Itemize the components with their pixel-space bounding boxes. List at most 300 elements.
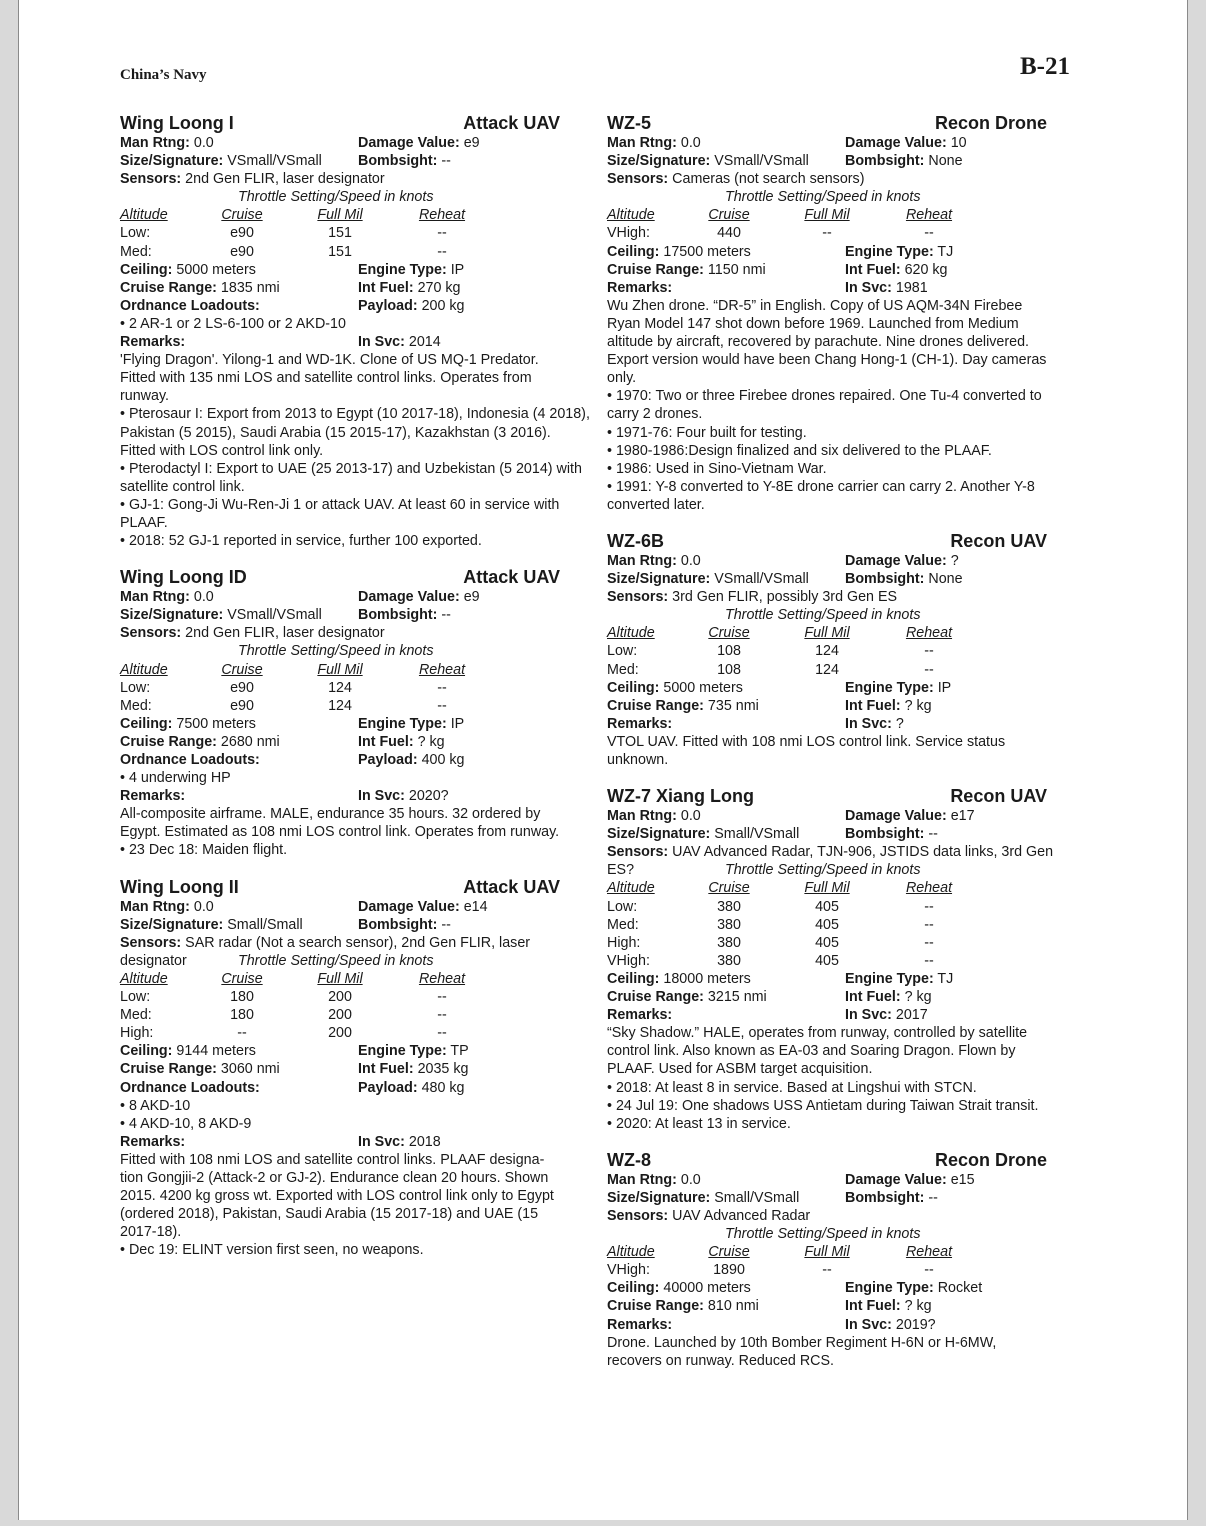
remark-bullet: • 1980-1986:Design finalized and six delivered to the PLAAF. xyxy=(607,442,992,459)
man-rating-label: Man Rtng: xyxy=(607,552,677,569)
man-rating-value: 0.0 xyxy=(193,135,214,151)
spec-line xyxy=(120,898,590,916)
internal-fuel-label: Int Fuel: xyxy=(845,989,901,1006)
ordnance-line xyxy=(120,297,590,315)
remark-bullet: • Dec 19: ELINT version first seen, no weapons. xyxy=(120,1242,424,1259)
throttle-caption: Throttle Setting/Speed in knots xyxy=(238,952,434,969)
speed-header-reheat: Reheat xyxy=(418,970,466,987)
speed-table-row xyxy=(120,988,590,1006)
aircraft-role: Recon UAV xyxy=(950,786,1047,807)
engine-type xyxy=(845,970,953,988)
engine-type xyxy=(358,261,464,279)
damage-value-label: Damage Value: xyxy=(358,135,460,151)
speed-table-row xyxy=(607,1261,1077,1279)
speed-header-reheat: Reheat xyxy=(905,625,953,642)
remark-bullet: • 1986: Used in Sino-Vietnam War. xyxy=(607,460,827,477)
cruise-range-label: Cruise Range: xyxy=(120,733,217,750)
ceiling-label: Ceiling: xyxy=(120,715,173,732)
size-signature-label: Size/Signature: xyxy=(607,826,711,843)
speed-cell: 380 xyxy=(717,898,741,915)
loadout-item: • 4 underwing HP xyxy=(120,770,231,787)
bombsight-label: Bombsight: xyxy=(845,826,925,843)
speed-cell: e90 xyxy=(230,243,254,260)
internal-fuel-label: Int Fuel: xyxy=(845,1298,901,1315)
remarks-line xyxy=(120,1133,590,1151)
speed-cell: 180 xyxy=(230,1007,254,1024)
in-service xyxy=(845,279,928,297)
speed-cell: Low: xyxy=(120,679,151,696)
aircraft-entry xyxy=(607,112,1077,514)
payload-value: 200 kg xyxy=(421,297,465,314)
speed-header-cruise: Cruise xyxy=(708,625,750,642)
size-signature xyxy=(120,607,322,623)
in-service-value: 2014 xyxy=(408,334,441,351)
sensors-label: Sensors: xyxy=(120,171,182,188)
in-service-label: In Svc: xyxy=(845,279,892,296)
speed-cell: Med: xyxy=(120,697,152,714)
engine-type-value: TJ xyxy=(937,970,954,987)
remarks-line xyxy=(607,1006,1077,1024)
size-signature xyxy=(607,153,809,169)
engine-type-value: IP xyxy=(450,715,465,732)
damage-value-label: Damage Value: xyxy=(845,552,947,569)
damage-value xyxy=(845,1171,975,1189)
speed-table-row xyxy=(120,1024,590,1042)
speed-cell: 405 xyxy=(815,898,839,915)
speed-cell: Med: xyxy=(120,243,152,260)
spec-line xyxy=(607,570,1077,588)
throttle-caption: Throttle Setting/Speed in knots xyxy=(725,607,921,624)
man-rating-value: 0.0 xyxy=(680,135,701,151)
payload-label: Payload: xyxy=(358,752,418,768)
remarks-label: Remarks: xyxy=(120,1133,186,1150)
speed-header-altitude: Altitude xyxy=(120,661,168,678)
man-rating-value: 0.0 xyxy=(680,808,701,825)
internal-fuel xyxy=(358,279,461,297)
bombsight-label: Bombsight: xyxy=(358,153,438,170)
throttle-caption: Throttle Setting/Speed in knots xyxy=(725,862,921,879)
speed-table-header xyxy=(120,970,590,988)
cruise-range-value: 1835 nmi xyxy=(220,279,280,296)
remarks-text: Fitted with 108 nmi LOS and satellite control links. PLAAF designa- tion Gongjii-2 (Attack-2 or GJ-2). Endurance clean 20 hours. Shown 2015. 4200 kg gross wt. Exported with LOS control link only to Egypt (ordered 2018), Pakistan, Saudi Arabia (15 2017-18) and UAE (15 2017-18). xyxy=(120,1151,554,1241)
internal-fuel-value: 270 kg xyxy=(417,279,461,296)
internal-fuel xyxy=(845,261,948,279)
viewer-frame-left xyxy=(0,0,18,1526)
ordnance-label: Ordnance Loadouts: xyxy=(120,1079,260,1096)
speed-cell: 108 xyxy=(717,661,741,678)
size-signature-value: Small/VSmall xyxy=(714,826,800,843)
size-signature-value: VSmall/VSmall xyxy=(714,153,809,170)
remarks-text: VTOL UAV. Fitted with 108 nmi LOS control link. Service status unknown. xyxy=(607,733,1006,768)
aircraft-entry xyxy=(607,785,1077,1133)
speed-table-header xyxy=(607,206,1077,224)
man-rating-value: 0.0 xyxy=(193,898,214,915)
engine-type-label: Engine Type: xyxy=(845,1280,934,1297)
cruise-range xyxy=(607,989,767,1005)
sensors-value: UAV Advanced Radar xyxy=(672,1207,811,1224)
ordnance-line xyxy=(120,1079,590,1097)
payload xyxy=(358,751,465,769)
size-signature-label: Size/Signature: xyxy=(120,916,224,933)
ceiling xyxy=(120,262,256,278)
loadout-item: • 4 AKD-10, 8 AKD-9 xyxy=(120,1115,252,1132)
bombsight-value: -- xyxy=(928,826,938,843)
engine-type-label: Engine Type: xyxy=(845,970,934,987)
in-service-value: ? xyxy=(895,715,904,732)
speed-cell: -- xyxy=(924,898,934,915)
internal-fuel xyxy=(358,1060,468,1078)
internal-fuel xyxy=(845,988,932,1006)
speed-table-row xyxy=(607,934,1077,952)
man-rating-label: Man Rtng: xyxy=(607,135,677,151)
cruise-range xyxy=(120,1061,280,1077)
throttle-caption: Throttle Setting/Speed in knots xyxy=(725,189,921,206)
damage-value xyxy=(358,898,488,916)
man-rating-label: Man Rtng: xyxy=(120,898,190,915)
size-signature-value: VSmall/VSmall xyxy=(227,607,322,624)
damage-value-label: Damage Value: xyxy=(845,1171,947,1188)
remark-bullet: • 2020: At least 13 in service. xyxy=(607,1115,791,1132)
engine-type-label: Engine Type: xyxy=(845,679,934,696)
ordnance-label: Ordnance Loadouts: xyxy=(120,297,260,314)
ceiling xyxy=(120,1043,256,1059)
sensors-label: Sensors: xyxy=(607,844,669,861)
remark-bullet: • Pterosaur I: Export from 2013 to Egypt (10 2017-18), Indonesia (4 2018), Pakistan (5 2015), Saudi Arabia (15 2015-17), Kazakhstan (3 2016). Fitted with LOS control link only. xyxy=(120,406,590,459)
speed-cell: 380 xyxy=(717,952,741,969)
engine-type-value: IP xyxy=(937,679,952,696)
aircraft-name: WZ-8 xyxy=(607,1149,651,1170)
ceiling-label: Ceiling: xyxy=(607,243,660,260)
throttle-caption: Throttle Setting/Speed in knots xyxy=(725,1226,921,1243)
speed-cell: 405 xyxy=(815,952,839,969)
cruise-range-label: Cruise Range: xyxy=(607,989,704,1006)
spec-line xyxy=(120,279,590,297)
ceiling-label: Ceiling: xyxy=(120,261,173,278)
spec-line xyxy=(120,152,590,170)
engine-type-label: Engine Type: xyxy=(358,261,447,278)
speed-table-row xyxy=(120,1006,590,1024)
internal-fuel-label: Int Fuel: xyxy=(845,261,901,278)
page-edge-right xyxy=(1187,0,1188,1526)
bombsight xyxy=(845,570,963,588)
in-service-value: 2019? xyxy=(895,1316,936,1333)
man-rating xyxy=(607,1172,701,1188)
spec-line xyxy=(607,243,1077,261)
speed-cell: Low: xyxy=(607,898,638,915)
in-service-label: In Svc: xyxy=(358,1133,405,1150)
bombsight xyxy=(845,825,938,843)
engine-type-value: IP xyxy=(450,261,465,278)
speed-cell: 124 xyxy=(815,661,839,678)
aircraft-name: Wing Loong I xyxy=(120,113,234,133)
remarks-line xyxy=(607,1316,1077,1334)
speed-header-cruise: Cruise xyxy=(708,1244,750,1261)
ceiling xyxy=(607,244,751,260)
in-service-label: In Svc: xyxy=(358,788,405,805)
ceiling xyxy=(607,971,751,987)
page-edge-left xyxy=(18,0,19,1526)
size-signature xyxy=(607,1190,799,1206)
damage-value xyxy=(845,807,975,825)
remark-bullet: • 23 Dec 18: Maiden flight. xyxy=(120,842,288,859)
cruise-range xyxy=(607,698,759,714)
entry-title-row xyxy=(607,785,1077,807)
speed-cell: Med: xyxy=(607,916,639,933)
aircraft-role: Recon Drone xyxy=(934,113,1047,133)
payload-label: Payload: xyxy=(358,1079,418,1096)
man-rating xyxy=(120,135,214,151)
bombsight-value: -- xyxy=(928,1189,938,1206)
remarks-label: Remarks: xyxy=(607,1007,673,1024)
speed-cell: e90 xyxy=(230,697,254,714)
speed-table-row xyxy=(120,243,590,261)
internal-fuel-value: ? kg xyxy=(904,1298,932,1315)
speed-cell: 180 xyxy=(230,989,254,1006)
man-rating-label: Man Rtng: xyxy=(607,808,677,825)
bombsight-label: Bombsight: xyxy=(358,916,438,933)
in-service-label: In Svc: xyxy=(358,334,405,351)
speed-header-altitude: Altitude xyxy=(607,207,655,224)
sensors-line xyxy=(607,588,1077,606)
damage-value-value: e9 xyxy=(463,135,480,151)
speed-header-fullmil: Full Mil xyxy=(317,970,363,987)
aircraft-name: Wing Loong II xyxy=(120,876,239,897)
bombsight-value: -- xyxy=(441,153,451,170)
in-service xyxy=(845,1316,936,1334)
speed-header-fullmil: Full Mil xyxy=(804,207,850,224)
man-rating-label: Man Rtng: xyxy=(120,589,190,606)
speed-header-reheat: Reheat xyxy=(905,1244,953,1261)
aircraft-entry xyxy=(120,566,590,859)
size-signature xyxy=(120,917,303,933)
man-rating-label: Man Rtng: xyxy=(607,1171,677,1188)
speed-cell: -- xyxy=(437,225,447,242)
aircraft-role: Attack UAV xyxy=(463,567,560,588)
speed-cell: e90 xyxy=(230,679,254,696)
ceiling-label: Ceiling: xyxy=(120,1043,173,1060)
speed-cell: -- xyxy=(437,243,447,260)
remarks-text-block xyxy=(607,1334,1077,1370)
in-service-label: In Svc: xyxy=(845,715,892,732)
sensors-value: 2nd Gen FLIR, laser designator xyxy=(185,625,385,642)
remarks-text-block xyxy=(120,1151,590,1241)
engine-type-label: Engine Type: xyxy=(845,243,934,260)
engine-type-value: Rocket xyxy=(937,1280,983,1297)
spec-line xyxy=(607,970,1077,988)
cruise-range-value: 3060 nmi xyxy=(220,1061,280,1078)
remarks-text-block xyxy=(607,297,1077,387)
sensors-line xyxy=(120,170,590,188)
cruise-range xyxy=(120,734,280,750)
speed-cell: 200 xyxy=(328,989,352,1006)
damage-value-label: Damage Value: xyxy=(845,808,947,825)
sensors xyxy=(607,171,864,187)
payload xyxy=(358,297,465,315)
speed-table-header xyxy=(120,661,590,679)
spec-line xyxy=(120,916,590,934)
aircraft-entry xyxy=(120,112,590,550)
sensors-label: Sensors: xyxy=(607,171,669,188)
sensors-line xyxy=(120,624,590,642)
spec-line xyxy=(607,152,1077,170)
remarks-text: All-composite airframe. MALE, endurance 35 hours. 32 ordered by Egypt. Estimated as 108 nmi LOS control link. Operates from runway. xyxy=(120,806,560,841)
remarks-text: 'Flying Dragon'. Yilong-1 and WD-1K. Clone of US MQ-1 Predator. Fitted with 135 nmi LOS and satellite control links. Operates from runway. xyxy=(120,352,539,405)
spec-line xyxy=(607,134,1077,152)
ceiling-value: 7500 meters xyxy=(176,715,256,732)
aircraft-role: Attack UAV xyxy=(463,113,560,133)
cruise-range xyxy=(607,262,766,278)
in-service-value: 2020? xyxy=(408,788,449,805)
aircraft-name: Wing Loong ID xyxy=(120,567,247,588)
ceiling-value: 9144 meters xyxy=(176,1043,256,1060)
speed-table-header xyxy=(120,206,590,224)
ceiling-value: 17500 meters xyxy=(663,243,751,260)
speed-header-altitude: Altitude xyxy=(120,207,168,224)
payload-value: 400 kg xyxy=(421,752,465,768)
speed-table-row xyxy=(607,224,1077,242)
speed-header-fullmil: Full Mil xyxy=(317,661,363,678)
bombsight xyxy=(358,606,451,624)
in-service-value: 2017 xyxy=(895,1007,928,1024)
in-service xyxy=(358,787,449,805)
spec-line xyxy=(120,261,590,279)
internal-fuel-label: Int Fuel: xyxy=(358,279,414,296)
speed-cell: VHigh: xyxy=(607,1262,650,1279)
ordnance-line xyxy=(120,751,590,769)
right-column xyxy=(607,112,1077,1386)
spec-line xyxy=(120,134,590,152)
aircraft-role: Recon Drone xyxy=(934,1149,1047,1170)
sensors xyxy=(120,171,385,187)
internal-fuel-value: 2035 kg xyxy=(417,1061,469,1078)
spec-line xyxy=(607,1171,1077,1189)
throttle-caption: Throttle Setting/Speed in knots xyxy=(238,643,434,660)
speed-cell: 405 xyxy=(815,916,839,933)
ceiling-value: 5000 meters xyxy=(663,679,743,696)
size-signature-label: Size/Signature: xyxy=(120,153,224,170)
damage-value-value: e17 xyxy=(950,808,975,825)
speed-cell: 151 xyxy=(328,225,352,242)
entry-title-row xyxy=(120,566,590,588)
speed-cell: 124 xyxy=(328,697,352,714)
spec-line xyxy=(607,1189,1077,1207)
speed-cell: -- xyxy=(437,697,447,714)
speed-cell: -- xyxy=(924,643,934,660)
bombsight-label: Bombsight: xyxy=(845,1189,925,1206)
remark-bullet: • GJ-1: Gong-Ji Wu-Ren-Ji 1 or attack UAV. At least 60 in service with PLAAF. xyxy=(120,496,560,531)
remark-bullet: • 2018: 52 GJ-1 reported in service, further 100 exported. xyxy=(120,533,482,550)
aircraft-entry xyxy=(607,1149,1077,1370)
ceiling-label: Ceiling: xyxy=(607,679,660,696)
aircraft-role: Recon UAV xyxy=(950,530,1047,551)
remarks-label: Remarks: xyxy=(120,788,186,805)
size-signature-label: Size/Signature: xyxy=(607,153,711,170)
in-service xyxy=(358,1133,441,1151)
remark-bullet: • 2018: At least 8 in service. Based at Lingshui with STCN. xyxy=(607,1079,977,1096)
speed-table-header xyxy=(607,879,1077,897)
speed-header-reheat: Reheat xyxy=(418,207,466,224)
ceiling-label: Ceiling: xyxy=(607,970,660,987)
speed-cell: -- xyxy=(924,661,934,678)
remarks-text-block xyxy=(607,1024,1077,1078)
engine-type xyxy=(845,243,953,261)
sensors xyxy=(607,589,897,605)
cruise-range-label: Cruise Range: xyxy=(607,1298,704,1315)
size-signature-value: Small/Small xyxy=(227,916,303,933)
sensors-label: Sensors: xyxy=(120,934,182,951)
cruise-range-label: Cruise Range: xyxy=(120,1061,217,1078)
sensors-line xyxy=(607,1207,1077,1225)
speed-table-row xyxy=(607,898,1077,916)
engine-type-value: TJ xyxy=(937,243,954,260)
payload-label: Payload: xyxy=(358,297,418,314)
engine-type-label: Engine Type: xyxy=(358,1043,447,1060)
size-signature xyxy=(607,826,799,842)
speed-cell: 1890 xyxy=(713,1262,745,1279)
speed-table-header xyxy=(607,1243,1077,1261)
ceiling xyxy=(607,1280,751,1296)
man-rating xyxy=(120,899,214,915)
cruise-range xyxy=(120,280,280,296)
remarks-text-block xyxy=(120,351,590,405)
remarks-label: Remarks: xyxy=(120,334,186,351)
in-service xyxy=(358,333,441,351)
speed-table-row xyxy=(607,661,1077,679)
speed-cell: 200 xyxy=(328,1007,352,1024)
damage-value xyxy=(845,134,967,152)
spec-line xyxy=(607,807,1077,825)
bombsight xyxy=(845,152,963,170)
speed-header-reheat: Reheat xyxy=(418,661,466,678)
spec-line xyxy=(120,1042,590,1060)
damage-value xyxy=(845,552,959,570)
payload xyxy=(358,1079,465,1097)
speed-header-fullmil: Full Mil xyxy=(804,1244,850,1261)
in-service-value: 1981 xyxy=(895,279,928,296)
remarks-line xyxy=(607,279,1077,297)
loadout-item: • 2 AR-1 or 2 LS-6-100 or 2 AKD-10 xyxy=(120,315,346,332)
ceiling-value: 5000 meters xyxy=(176,261,256,278)
bombsight xyxy=(358,916,451,934)
ceiling xyxy=(607,680,743,696)
size-signature-value: VSmall/VSmall xyxy=(714,571,809,588)
damage-value-value: e15 xyxy=(950,1171,975,1188)
speed-cell: High: xyxy=(607,934,641,951)
sensors-value: 2nd Gen FLIR, laser designator xyxy=(185,171,385,188)
speed-table-row xyxy=(120,679,590,697)
bombsight xyxy=(845,1189,938,1207)
spec-line xyxy=(607,1279,1077,1297)
speed-header-reheat: Reheat xyxy=(905,207,953,224)
sensors-value: UAV Advanced Radar, TJN-906, JSTIDS data links, 3rd Gen ES? xyxy=(607,844,1054,879)
aircraft-entry xyxy=(120,876,590,1260)
speed-header-cruise: Cruise xyxy=(221,970,263,987)
sensors-label: Sensors: xyxy=(120,625,182,642)
bombsight-label: Bombsight: xyxy=(358,607,438,624)
payload-value: 480 kg xyxy=(421,1079,465,1096)
speed-table-row xyxy=(607,642,1077,660)
internal-fuel xyxy=(845,1297,932,1315)
sensors-value: SAR radar (Not a search sensor), 2nd Gen FLIR, laser designator xyxy=(120,934,531,969)
speed-cell: -- xyxy=(437,679,447,696)
speed-table-row xyxy=(120,224,590,242)
bombsight-value: None xyxy=(928,571,963,588)
remarks-label: Remarks: xyxy=(607,1316,673,1333)
spec-line xyxy=(607,697,1077,715)
speed-cell: 124 xyxy=(328,679,352,696)
speed-cell: 440 xyxy=(717,225,741,242)
entry-title-row xyxy=(607,1149,1077,1171)
